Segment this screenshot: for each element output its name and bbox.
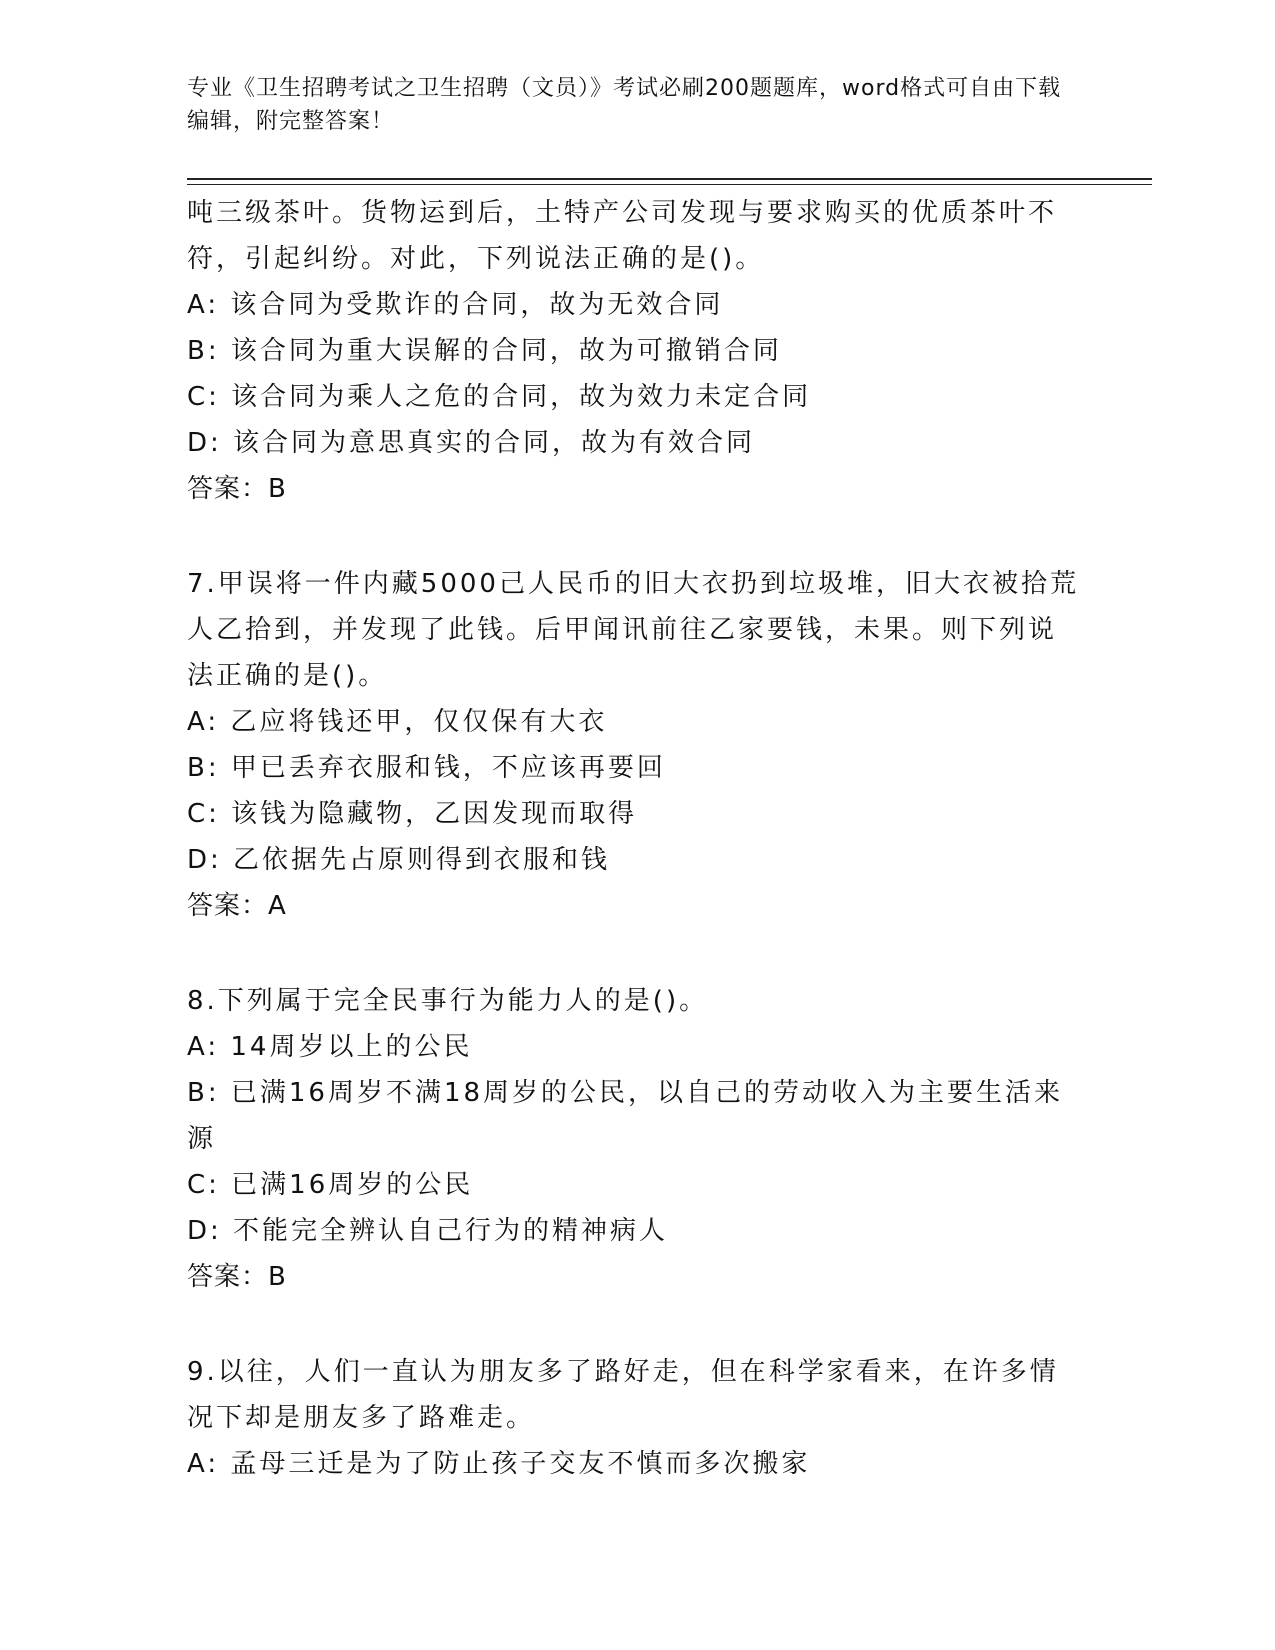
question-content xyxy=(187,190,1087,1487)
question-6-stem-line: 吨三级茶叶。货物运到后，土特产公司发现与要求购买的优质茶叶不 xyxy=(187,198,1058,228)
question-7-stem-line: 7.甲误将一件内藏5000己人民币的旧大衣扔到垃圾堆，旧大衣被拾荒 xyxy=(187,569,1079,599)
question-8-block xyxy=(187,978,1087,1300)
question-7-option-a: A: 乙应将钱还甲，仅仅保有大衣 xyxy=(187,707,608,737)
question-7-stem-line: 法正确的是()。 xyxy=(187,661,388,691)
question-7-answer: 答案：A xyxy=(187,891,287,921)
question-6-block xyxy=(187,190,1087,512)
question-9-option-a: A: 孟母三迁是为了防止孩子交友不慎而多次搬家 xyxy=(187,1449,811,1479)
question-6-option-c: C: 该合同为乘人之危的合同，故为效力未定合同 xyxy=(187,382,812,412)
question-8-stem-line: 8.下列属于完全民事行为能力人的是()。 xyxy=(187,986,709,1016)
question-8-option-a: A: 14周岁以上的公民 xyxy=(187,1032,473,1062)
question-8-option-b: B: 已满16周岁不满18周岁的公民，以自己的劳动收入为主要生活来 xyxy=(187,1078,1064,1108)
question-7-option-b: B: 甲已丢弃衣服和钱，不应该再要回 xyxy=(187,753,666,783)
question-7-stem-line: 人乙拾到，并发现了此钱。后甲闻讯前往乙家要钱，未果。则下列说 xyxy=(187,615,1058,645)
question-6-stem-line: 符，引起纠纷。对此，下列说法正确的是()。 xyxy=(187,244,765,274)
question-8-option-c: C: 已满16周岁的公民 xyxy=(187,1170,474,1200)
question-8-answer: 答案：B xyxy=(187,1262,287,1292)
question-7-option-c: C: 该钱为隐藏物，乙因发现而取得 xyxy=(187,799,638,829)
question-8-option-b-continued: 源 xyxy=(187,1124,217,1154)
question-9-stem-line: 况下却是朋友多了路难走。 xyxy=(187,1403,536,1433)
question-9-stem-line: 9.以往，人们一直认为朋友多了路好走，但在科学家看来，在许多情 xyxy=(187,1357,1059,1387)
question-6-option-d: D: 该合同为意思真实的合同，故为有效合同 xyxy=(187,428,756,458)
question-6-option-a: A: 该合同为受欺诈的合同，故为无效合同 xyxy=(187,290,724,320)
question-7-block xyxy=(187,561,1087,929)
question-9-block xyxy=(187,1349,1087,1487)
header-divider-thick xyxy=(187,178,1152,180)
question-8-option-d: D: 不能完全辨认自己行为的精神病人 xyxy=(187,1216,669,1246)
question-6-answer: 答案：B xyxy=(187,474,287,504)
header-divider-thin xyxy=(187,184,1152,185)
question-7-option-d: D: 乙依据先占原则得到衣服和钱 xyxy=(187,845,611,875)
document-header: 专业《卫生招聘考试之卫生招聘（文员）》考试必刷200题题库，word格式可自由下载编辑，附完整答案！ xyxy=(187,76,1062,134)
question-6-option-b: B: 该合同为重大误解的合同，故为可撤销合同 xyxy=(187,336,782,366)
